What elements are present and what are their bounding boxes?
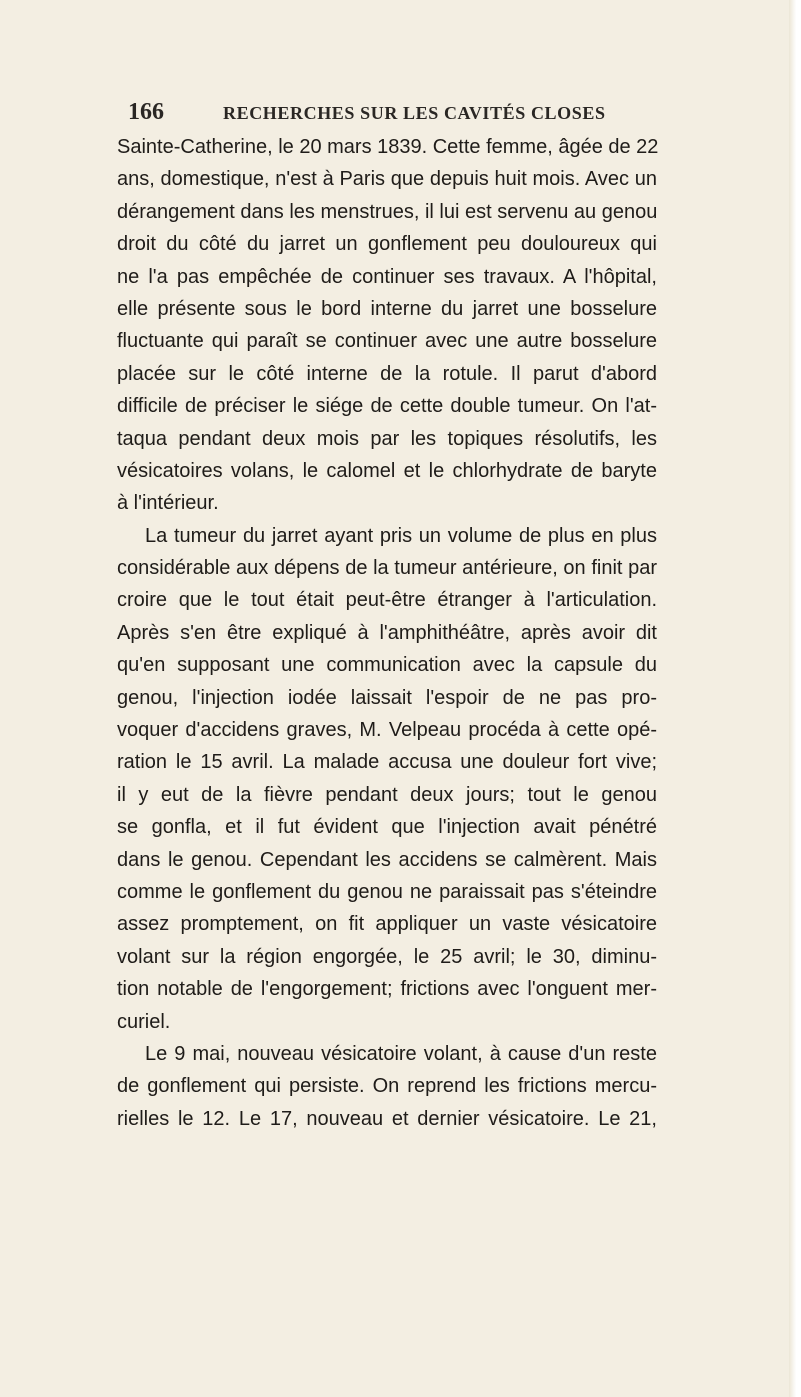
text-line: assez promptement, on fit appliquer un vaste vésicatoire — [117, 913, 657, 936]
text-line: rielles le 12. Le 17, nouveau et dernier vésicatoire. Le 21, — [117, 1107, 657, 1130]
text-line: tion notable de l'engorgement; frictions avec l'onguent mer- — [117, 978, 657, 1001]
running-title: RECHERCHES SUR LES CAVITÉS CLOSES — [223, 103, 606, 123]
text-line: se gonfla, et il fut évident que l'injection avait pénétré — [117, 816, 657, 839]
page-number: 166 — [128, 99, 164, 125]
text-line: fluctuante qui paraît se continuer avec une autre bosselure — [117, 330, 657, 353]
text-line: il y eut de la fièvre pendant deux jours; tout le genou — [117, 783, 657, 806]
text-line: comme le gonflement du genou ne paraissait pas s'éteindre — [117, 880, 657, 903]
text-line: considérable aux dépens de la tumeur antérieure, on finit par — [117, 557, 657, 580]
text-line: elle présente sous le bord interne du jarret une bosselure — [117, 297, 657, 320]
text-line: croire que le tout était peut-être étranger à l'articulation. — [117, 589, 657, 612]
text-line: genou, l'injection iodée laissait l'espoir de ne pas pro- — [117, 686, 657, 709]
text-line: vésicatoires volans, le calomel et le chlorhydrate de baryte — [117, 459, 657, 482]
text-line: taqua pendant deux mois par les topiques résolutifs, les — [117, 427, 657, 450]
text-line: ans, domestique, n'est à Paris que depuis huit mois. Avec un — [117, 168, 657, 191]
text-line: La tumeur du jarret ayant pris un volume de plus en plus — [145, 524, 657, 547]
text-line: à l'intérieur. — [117, 492, 219, 515]
text-line: Après s'en être expliqué à l'amphithéâtre, après avoir dit — [117, 621, 657, 644]
running-head — [128, 98, 668, 126]
text-line: curiel. — [117, 1010, 171, 1033]
text-line: dans le genou. Cependant les accidens se calmèrent. Mais — [117, 848, 657, 871]
text-line: ration le 15 avril. La malade accusa une douleur fort vive; — [117, 751, 657, 774]
text-line: ne l'a pas empêchée de continuer ses travaux. A l'hôpital, — [117, 265, 657, 288]
text-line: de gonflement qui persiste. On reprend les frictions mercu- — [117, 1075, 657, 1098]
text-line: voquer d'accidens graves, M. Velpeau procéda à cette opé- — [117, 719, 657, 742]
text-line: placée sur le côté interne de la rotule. Il parut d'abord — [117, 362, 657, 385]
text-line: dérangement dans les menstrues, il lui est servenu au genou — [117, 200, 658, 223]
body-text — [117, 131, 657, 1135]
text-line: difficile de préciser le siége de cette double tumeur. On l'at- — [117, 395, 657, 418]
page-edge — [789, 0, 801, 1397]
text-line: Sainte-Catherine, le 20 mars 1839. Cette femme, âgée de 22 — [117, 136, 659, 158]
text-line: qu'en supposant une communication avec la capsule du — [117, 654, 657, 677]
text-line: Le 9 mai, nouveau vésicatoire volant, à cause d'un reste — [145, 1042, 657, 1065]
text-line: volant sur la région engorgée, le 25 avril; le 30, diminu- — [117, 945, 657, 968]
text-line: droit du côté du jarret un gonflement peu douloureux qui — [117, 233, 657, 256]
